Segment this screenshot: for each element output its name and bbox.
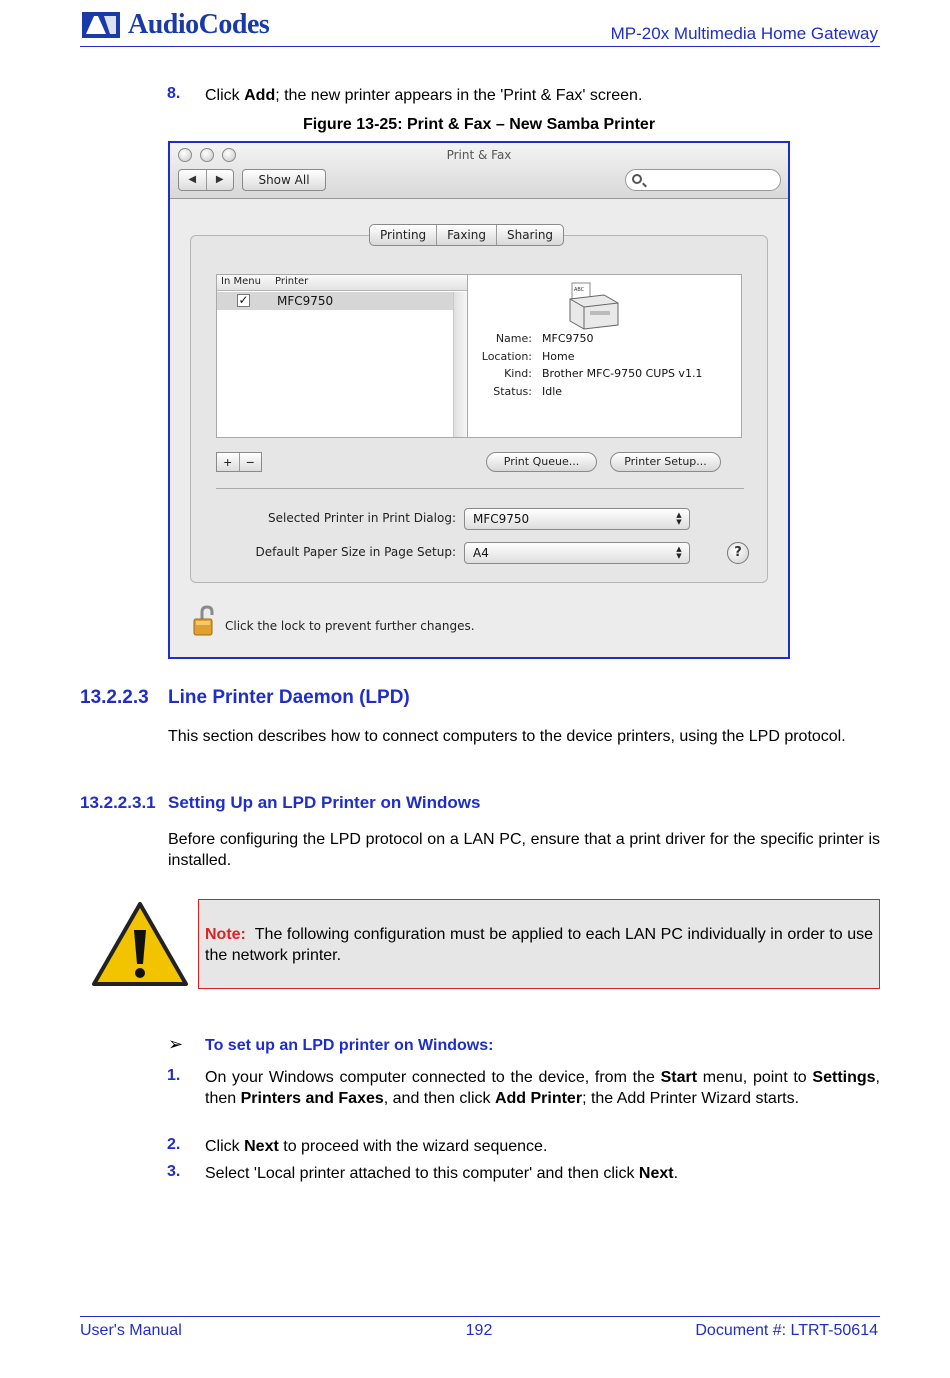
- procedure-arrow-icon: ➢: [168, 1034, 184, 1054]
- back-arrow-icon[interactable]: ◀: [179, 170, 207, 190]
- step-8-number: 8.: [167, 85, 181, 102]
- forward-arrow-icon[interactable]: ▶: [215, 174, 224, 185]
- section-lpd-body: This section describes how to connect computers to the device printers, using the LPD protocol.: [168, 728, 846, 745]
- footer-rule: [80, 1316, 880, 1317]
- audiocodes-logo-icon: [82, 10, 122, 40]
- note-text: Note: The following configuration must be applied to each LAN PC individually in order to use the network printer.: [205, 926, 873, 964]
- show-all-button[interactable]: Show All: [242, 169, 326, 191]
- window-title: Print & Fax: [446, 148, 512, 162]
- tab-bar: [369, 224, 564, 246]
- print-queue-button[interactable]: Print Queue...: [486, 452, 597, 472]
- note-box: [198, 899, 880, 989]
- step-3-number: 3.: [167, 1163, 181, 1180]
- info-name-label: Name:: [495, 332, 532, 345]
- header-rule: [80, 46, 880, 47]
- footer-left: User's Manual: [80, 1322, 182, 1339]
- pane-separator: [216, 488, 744, 489]
- search-icon: [632, 174, 642, 184]
- section-title-windows: Setting Up an LPD Printer on Windows: [168, 793, 481, 812]
- tab-faxing[interactable]: Faxing: [437, 225, 497, 245]
- tab-sharing[interactable]: Sharing: [506, 228, 554, 242]
- lock-icon[interactable]: [192, 605, 220, 637]
- printer-list-scrollbar[interactable]: [453, 292, 467, 437]
- section-number-lpd: 13.2.2.3: [80, 687, 149, 708]
- step-2-text: Click Next to proceed with the wizard sequence.: [205, 1138, 548, 1155]
- step-2-number: 2.: [167, 1136, 181, 1153]
- step-1-number: 1.: [167, 1067, 181, 1084]
- printer-row[interactable]: [217, 292, 453, 310]
- step-3-text: Select 'Local printer attached to this computer' and then click Next.: [205, 1165, 679, 1182]
- info-location-value: Home: [542, 350, 575, 363]
- section-windows-body: Before configuring the LPD protocol on a LAN PC, ensure that a print driver for the specific printer is installed.: [168, 831, 880, 869]
- lock-text: Click the lock to prevent further changes.: [225, 619, 475, 633]
- printer-setup-button[interactable]: Printer Setup...: [610, 452, 721, 472]
- header-title: MP-20x Multimedia Home Gateway: [610, 24, 878, 43]
- paper-size-popup[interactable]: [464, 542, 690, 564]
- help-button[interactable]: ?: [727, 542, 749, 564]
- warning-icon: [90, 900, 190, 988]
- info-kind-value: Brother MFC-9750 CUPS v1.1: [542, 367, 703, 380]
- section-title-lpd: Line Printer Daemon (LPD): [168, 687, 410, 708]
- selected-printer-label: Selected Printer in Print Dialog:: [267, 511, 456, 525]
- printer-icon-label: ABC: [574, 287, 585, 293]
- printer-icon: [568, 281, 620, 331]
- paper-size-value: A4: [473, 546, 489, 560]
- step-1-text: On your Windows computer connected to the device, from the Start menu, point to Settings, then Printers and Faxes, and then click Add Printer; the Add Printer Wizard starts.: [205, 1069, 880, 1107]
- paper-size-label: Default Paper Size in Page Setup:: [255, 545, 456, 559]
- column-printer[interactable]: Printer: [275, 276, 309, 287]
- footer-right: Document #: LTRT-50614: [695, 1322, 878, 1339]
- popup-arrows-icon: ▲ ▼: [676, 545, 682, 560]
- print-fax-window: [168, 141, 790, 659]
- audiocodes-logo: [82, 8, 269, 42]
- page-number: 192: [465, 1322, 493, 1339]
- remove-printer-button[interactable]: −: [246, 454, 255, 470]
- add-remove-buttons: [216, 452, 262, 472]
- procedure-title: To set up an LPD printer on Windows:: [205, 1037, 494, 1054]
- info-status-value: Idle: [542, 385, 563, 398]
- printer-info-panel: [468, 274, 742, 438]
- info-location-label: Location:: [481, 350, 532, 363]
- step-8-text: Click Add; the new printer appears in the 'Print & Fax' screen.: [205, 87, 643, 104]
- section-number-windows: 13.2.2.3.1: [80, 793, 156, 812]
- column-in-menu[interactable]: In Menu: [221, 276, 261, 287]
- add-printer-button[interactable]: +: [217, 453, 240, 471]
- printer-list[interactable]: [216, 274, 468, 438]
- logo-text: AudioCodes: [128, 9, 270, 40]
- selected-printer-value: MFC9750: [473, 512, 530, 526]
- in-menu-checkbox[interactable]: ✓: [238, 293, 249, 307]
- window-titlebar: [170, 143, 788, 199]
- info-status-label: Status:: [493, 385, 532, 398]
- tab-printing[interactable]: Printing: [370, 225, 437, 245]
- printer-row-name: MFC9750: [277, 294, 334, 308]
- selected-printer-popup[interactable]: [464, 508, 690, 530]
- printer-list-header: [217, 275, 467, 291]
- back-forward-buttons[interactable]: [178, 169, 234, 191]
- info-kind-label: Kind:: [504, 367, 532, 380]
- figure-caption: Figure 13-25: Print & Fax – New Samba Printer: [302, 116, 656, 133]
- search-input[interactable]: [625, 169, 781, 191]
- info-name-value: MFC9750: [542, 332, 594, 345]
- popup-arrows-icon: ▲ ▼: [676, 511, 682, 526]
